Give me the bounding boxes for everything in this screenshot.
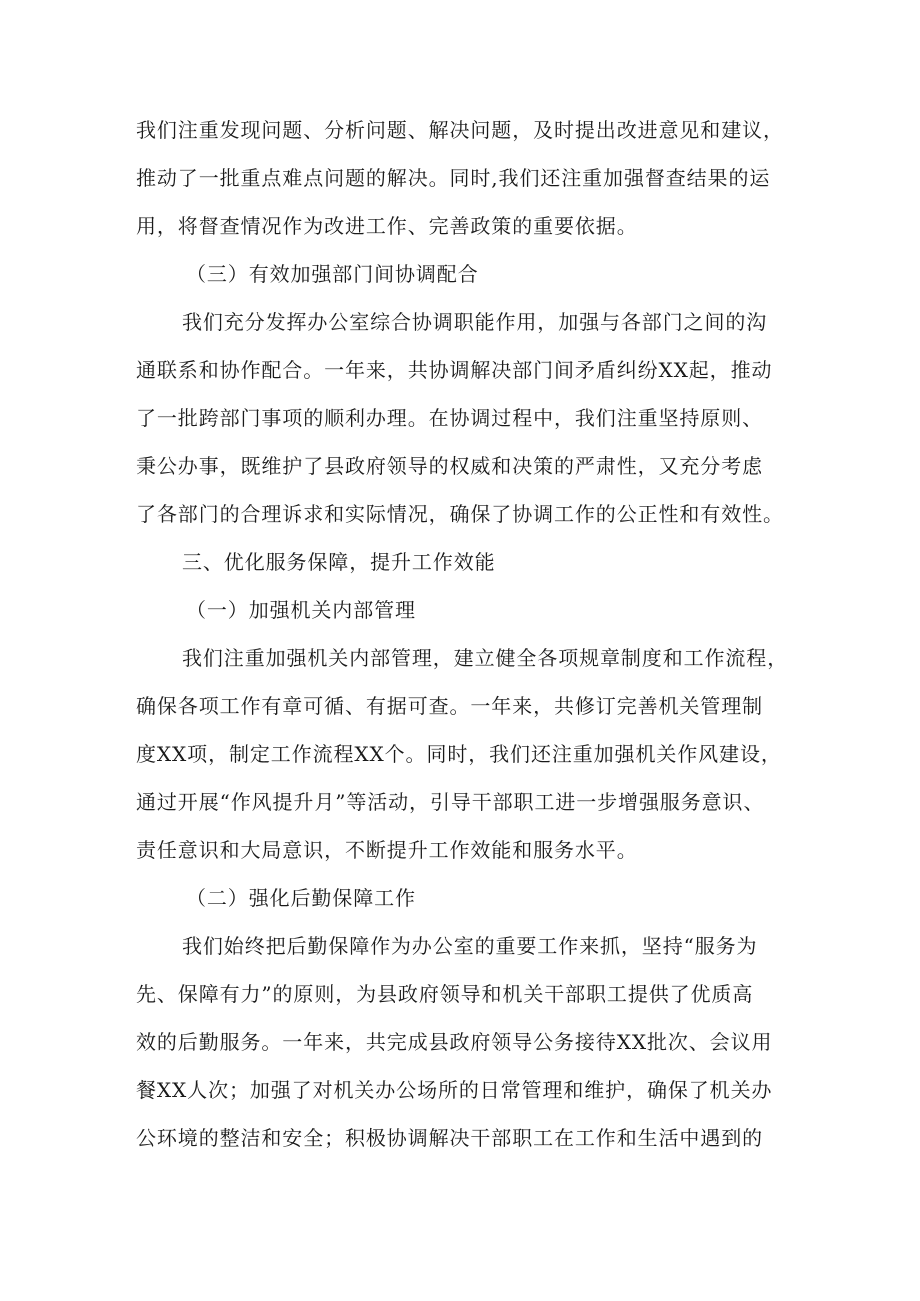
paragraph-line: 通过开展“作风提升月”等活动，引导干部职工进一步增强服务意识、 (136, 790, 765, 814)
section-heading: （三）有效加强部门间协调配合 (186, 262, 479, 286)
paragraph-line: 用，将督查情况作为改进工作、完善政策的重要依据。 (136, 214, 638, 238)
section-heading: （二）强化后勤保障工作 (186, 886, 416, 910)
paragraph-line: 度XX项，制定工作流程XX个。同时，我们还注重加强机关作风建设， (136, 742, 782, 766)
paragraph-line: 了一批跨部门事项的顺利办理。在协调过程中，我们注重坚持原则、 (136, 406, 763, 430)
paragraph-line: 我们始终把后勤保障作为办公室的重要工作来抓，坚持“服务为 (182, 934, 758, 958)
paragraph-line: 了各部门的合理诉求和实际情况，确保了协调工作的公正性和有效性。 (136, 502, 784, 526)
paragraph-line: 通联系和协作配合。一年来，共协调解决部门间矛盾纠纷XX起，推动 (136, 358, 773, 382)
paragraph-line: 秉公办事，既维护了县政府领导的权威和决策的严肃性，又充分考虑 (136, 454, 763, 478)
paragraph-line: 效的后勤服务。一年来，共完成县政府领导公务接待XX批次、会议用 (136, 1030, 773, 1054)
chapter-heading: 三、优化服务保障，提升工作效能 (182, 550, 496, 574)
paragraph-line: 我们注重发现问题、分析问题、解决问题，及时提出改进意见和建议， (136, 118, 784, 142)
paragraph-line: 公环境的整洁和安全；积极协调解决干部职工在工作和生活中遇到的 (136, 1126, 763, 1150)
paragraph-line: 确保各项工作有章可循、有据可查。一年来，共修订完善机关管理制 (136, 694, 763, 718)
section-heading: （一）加强机关内部管理 (186, 598, 416, 622)
paragraph-line: 责任意识和大局意识，不断提升工作效能和服务水平。 (136, 838, 638, 862)
paragraph-line: 先、保障有力”的原则，为县政府领导和机关干部职工提供了优质高 (136, 982, 754, 1006)
paragraph-line: 我们注重加强机关内部管理，建立健全各项规章制度和工作流程， (182, 646, 789, 670)
paragraph-line: 我们充分发挥办公室综合协调职能作用，加强与各部门之间的沟 (182, 310, 768, 334)
paragraph-line: 餐XX人次；加强了对机关办公场所的日常管理和维护，确保了机关办 (136, 1078, 773, 1102)
paragraph-line: 推动了一批重点难点问题的解决。同时,我们还注重加强督查结果的运 (136, 166, 771, 190)
